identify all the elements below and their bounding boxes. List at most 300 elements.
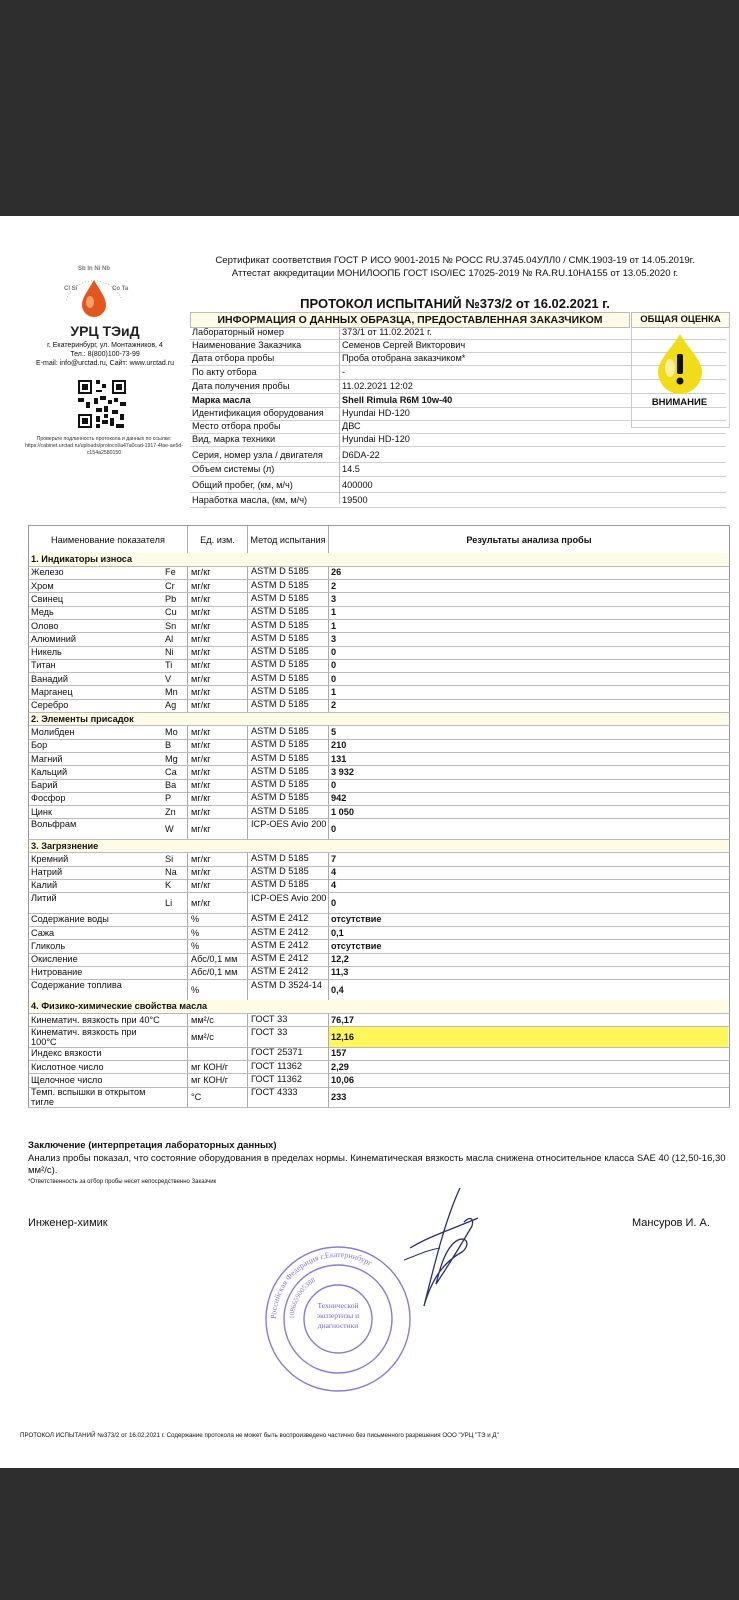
table-row xyxy=(28,819,730,840)
column-divider xyxy=(247,1047,248,1060)
conclusion-title: Заключение (интерпретация лабораторных данных) xyxy=(28,1140,277,1151)
result-value: 5 xyxy=(331,726,337,737)
column-divider xyxy=(247,646,248,659)
column-divider xyxy=(328,646,329,659)
result-value: 0,1 xyxy=(331,927,344,938)
unit: Абс/0,1 мм xyxy=(191,967,238,978)
section-title: 3. Загрязнение xyxy=(31,840,99,851)
column-divider xyxy=(247,739,248,752)
column-divider xyxy=(247,792,248,805)
table-row xyxy=(28,853,730,867)
column-header-method: Метод испытания xyxy=(250,534,326,545)
stamp-outer-text: Российская Федерация г.Екатеринбург xyxy=(268,1249,374,1320)
test-method: ASTM D 5185 xyxy=(251,579,309,590)
column-divider xyxy=(187,953,188,966)
certificate-line-1: Сертификат соответствия ГОСТ Р ИСО 9001-2015 № РОСС RU.3745.04УЛЛ0 / СМК.1903-19 от 14.05.2019г. xyxy=(215,255,695,266)
column-divider xyxy=(328,819,329,839)
unit: мг КОН/г xyxy=(191,1074,229,1085)
stamp-number: 1086659005388 xyxy=(287,1276,317,1320)
element-symbol: Mo xyxy=(165,726,178,737)
column-divider xyxy=(328,792,329,805)
column-divider xyxy=(328,1047,329,1060)
column-divider xyxy=(247,893,248,913)
column-divider xyxy=(247,659,248,672)
test-method: ASTM D 3524-14 xyxy=(251,979,322,990)
info-row-label: Дата отбора пробы xyxy=(192,353,275,363)
test-method: ICP-OES Avio 200 xyxy=(251,892,327,903)
column-divider xyxy=(187,593,188,606)
info-header: ИНФОРМАЦИЯ О ДАННЫХ ОБРАЗЦА, ПРЕДОСТАВЛЕННАЯ ЗАКАЗЧИКОМ xyxy=(190,312,630,328)
parameter-name: Свинец xyxy=(31,593,64,604)
table-row xyxy=(28,1014,730,1028)
element-symbol: Zn xyxy=(165,806,176,817)
result-value: 4 xyxy=(331,867,337,878)
column-divider xyxy=(328,879,329,892)
svg-text:Sb In Ni Nb: Sb In Ni Nb xyxy=(78,266,110,272)
parameter-name: Щелочное число xyxy=(31,1074,103,1085)
test-method: ASTM D 5185 xyxy=(251,752,309,763)
result-value: 1 050 xyxy=(331,806,354,817)
section-header xyxy=(28,553,730,567)
parameter-name: Содержание воды xyxy=(31,914,109,925)
column-divider xyxy=(187,766,188,779)
test-method: ASTM D 5185 xyxy=(251,632,309,643)
test-method: ASTM D 5185 xyxy=(251,672,309,683)
column-divider xyxy=(328,726,329,739)
table-row xyxy=(28,879,730,893)
info-row xyxy=(190,478,726,493)
column-divider xyxy=(187,686,188,699)
column-divider xyxy=(187,753,188,766)
result-value: 12,16 xyxy=(331,1031,354,1042)
element-symbol: Cr xyxy=(165,580,175,591)
table-row xyxy=(28,646,730,660)
responsibility-note: *Ответственность за отбор пробы несет непосредственно Заказчик xyxy=(28,1179,217,1185)
table-row xyxy=(28,766,730,780)
test-method: ГОСТ 33 xyxy=(251,1013,288,1024)
column-divider xyxy=(328,966,329,979)
unit: мг/кг xyxy=(191,824,211,834)
result-value: 1 xyxy=(331,620,337,631)
result-value: 0 xyxy=(331,897,337,908)
parameter-name: Цинк xyxy=(31,806,53,817)
test-method: ASTM D 5185 xyxy=(251,739,309,750)
parameter-name: Кинематич. вязкость при 100°С xyxy=(31,1026,137,1047)
warning-drop-icon xyxy=(652,332,708,394)
column-divider xyxy=(328,1087,329,1107)
section-header xyxy=(28,840,730,854)
unit: мм²/с xyxy=(191,1031,214,1042)
unit: мг/кг xyxy=(191,687,211,697)
column-divider xyxy=(328,853,329,866)
parameter-name: Калий xyxy=(31,880,58,891)
result-value: 4 xyxy=(331,880,337,891)
column-divider xyxy=(328,806,329,819)
column-divider xyxy=(328,1074,329,1087)
parameter-name: Кальций xyxy=(31,766,68,777)
column-divider xyxy=(247,766,248,779)
column-divider xyxy=(247,606,248,619)
info-row-label: Вид, марка техники xyxy=(192,434,276,444)
element-symbol: B xyxy=(165,740,172,751)
info-row xyxy=(190,493,726,508)
overall-rating-header: ОБЩАЯ ОЦЕНКА xyxy=(631,312,730,328)
info-row-label: Марка масла xyxy=(192,395,251,405)
column-divider xyxy=(187,980,188,1000)
result-value: 12,2 xyxy=(331,954,349,965)
column-divider xyxy=(247,633,248,646)
result-value: отсутствие xyxy=(331,914,382,925)
info-column-divider xyxy=(339,326,340,504)
result-value: 3 xyxy=(331,633,337,644)
parameter-name: Натрий xyxy=(31,867,63,878)
column-divider xyxy=(328,927,329,940)
column-divider xyxy=(187,853,188,866)
unit: мг/кг xyxy=(191,567,211,578)
unit: мг/кг xyxy=(191,867,211,878)
column-divider xyxy=(328,1014,329,1027)
column-divider xyxy=(247,620,248,633)
column-divider xyxy=(187,1027,188,1047)
result-value: 0 xyxy=(331,780,337,791)
column-divider xyxy=(328,633,329,646)
element-symbol: Na xyxy=(165,867,177,878)
engineer-title: Инженер-химик xyxy=(28,1217,108,1229)
parameter-name: Олово xyxy=(31,620,59,631)
svg-text:Co Ta: Co Ta xyxy=(112,286,129,292)
unit: % xyxy=(191,927,200,938)
column-divider xyxy=(187,792,188,805)
test-method: ASTM E 2412 xyxy=(251,913,309,924)
column-divider xyxy=(247,927,248,940)
column-divider xyxy=(187,1047,188,1060)
test-method: ASTM D 5185 xyxy=(251,879,309,890)
table-row xyxy=(28,893,730,914)
column-divider xyxy=(328,686,329,699)
parameter-name: Магний xyxy=(31,753,63,764)
table-row xyxy=(28,913,730,927)
certificates xyxy=(190,254,720,280)
info-row-value: - xyxy=(342,367,346,377)
unit: % xyxy=(191,914,200,925)
table-row xyxy=(28,966,730,980)
column-divider xyxy=(187,966,188,979)
table-row xyxy=(28,1027,730,1048)
column-divider xyxy=(328,779,329,792)
document-footer: ПРОТОКОЛ ИСПЫТАНИЙ №373/2 от 16.02.2021 г. Содержание протокола не может быть воспроизведено частично без письменного разрешения ООО "УРЦ "ТЭ и Д" xyxy=(20,1432,499,1439)
column-divider xyxy=(247,940,248,953)
column-divider xyxy=(247,753,248,766)
parameter-name: Содержание топлива xyxy=(31,979,122,990)
signer-name: Мансуров И. А. xyxy=(632,1217,710,1229)
info-row-value: D6DA-22 xyxy=(342,450,380,460)
info-row xyxy=(190,448,726,463)
result-value: 26 xyxy=(331,567,342,578)
column-divider xyxy=(328,753,329,766)
table-row xyxy=(28,593,730,607)
table-row xyxy=(28,792,730,806)
element-symbol: Sn xyxy=(165,620,177,631)
column-divider xyxy=(187,940,188,953)
parameter-name: Литий xyxy=(31,892,57,903)
result-value: 3 932 xyxy=(331,766,354,777)
result-value: 7 xyxy=(331,853,337,864)
element-symbol: W xyxy=(165,824,174,834)
result-value: 11,3 xyxy=(331,967,349,978)
info-row-label: Дата получения пробы xyxy=(192,381,290,391)
parameter-name: Сажа xyxy=(31,927,55,938)
result-value: 1 xyxy=(331,687,337,697)
unit: мг/кг xyxy=(191,593,211,604)
parameter-name: Бор xyxy=(31,740,48,751)
unit: % xyxy=(191,940,200,951)
parameter-name: Ванадий xyxy=(31,673,69,684)
result-value: 0 xyxy=(331,660,337,671)
column-divider xyxy=(328,980,329,1000)
result-value: отсутствие xyxy=(331,940,382,951)
test-method: ASTM D 5185 xyxy=(251,805,309,816)
column-divider xyxy=(328,940,329,953)
parameter-name: Вольфрам xyxy=(31,819,77,829)
test-method: ASTM E 2412 xyxy=(251,926,309,937)
info-row-value: Hyundai HD-120 xyxy=(342,434,410,444)
test-method: ICP-OES Avio 200 xyxy=(251,819,327,829)
table-row xyxy=(28,1061,730,1075)
unit: мг/кг xyxy=(191,647,211,658)
column-divider xyxy=(187,659,188,672)
element-symbol: Si xyxy=(165,853,174,864)
column-divider xyxy=(247,1061,248,1074)
column-divider xyxy=(187,566,188,579)
info-row-label: Место отбора пробы xyxy=(192,421,281,431)
overall-status: ВНИМАНИЕ xyxy=(651,397,708,408)
column-divider xyxy=(247,819,248,839)
column-divider xyxy=(187,646,188,659)
column-divider xyxy=(328,566,329,579)
column-divider xyxy=(328,606,329,619)
unit: мг/кг xyxy=(191,793,211,804)
table-row xyxy=(28,686,730,700)
column-divider xyxy=(187,1061,188,1074)
info-row xyxy=(190,462,726,477)
result-value: 1 xyxy=(331,607,337,618)
column-divider xyxy=(328,866,329,879)
parameter-name: Молибден xyxy=(31,726,75,737)
column-divider xyxy=(247,1074,248,1087)
table-row xyxy=(28,606,730,620)
unit: мг/кг xyxy=(191,766,211,777)
table-row xyxy=(28,927,730,941)
column-divider xyxy=(328,580,329,593)
svg-text:Cl Si: Cl Si xyxy=(64,286,78,292)
table-row xyxy=(28,633,730,647)
parameter-name: Марганец xyxy=(31,687,73,697)
element-symbol: Ca xyxy=(165,766,177,777)
column-divider xyxy=(328,1061,329,1074)
test-method: ASTM D 5185 xyxy=(251,686,309,696)
column-divider xyxy=(247,879,248,892)
table-row xyxy=(28,866,730,880)
table-row xyxy=(28,739,730,753)
result-value: 2,29 xyxy=(331,1061,349,1072)
element-symbol: Ba xyxy=(165,780,177,791)
table-row xyxy=(28,980,730,1001)
result-value: 942 xyxy=(331,793,347,804)
section-header xyxy=(28,713,730,727)
section-title: 2. Элементы присадок xyxy=(31,713,134,724)
column-divider xyxy=(328,739,329,752)
table-row xyxy=(28,1087,730,1108)
column-divider xyxy=(247,593,248,606)
result-value: 131 xyxy=(331,753,347,764)
result-value: 0,4 xyxy=(331,984,344,995)
unit: мг/кг xyxy=(191,897,211,908)
organization-stamp xyxy=(262,1243,414,1395)
table-row xyxy=(28,659,730,673)
parameter-name: Гликоль xyxy=(31,940,66,951)
column-divider xyxy=(247,806,248,819)
table-row xyxy=(28,779,730,793)
column-divider xyxy=(247,673,248,686)
protocol-title: ПРОТОКОЛ ИСПЫТАНИЙ №373/2 от 16.02.2021 г. xyxy=(300,296,610,311)
column-divider xyxy=(187,779,188,792)
test-method: ASTM D 5185 xyxy=(251,659,309,670)
info-row-value: 400000 xyxy=(342,480,373,490)
info-row-value: 11.02.2021 12:02 xyxy=(342,381,413,391)
table-row xyxy=(28,953,730,967)
test-method: ASTM D 5185 xyxy=(251,699,309,710)
parameter-name: Кислотное число xyxy=(31,1061,104,1072)
unit: мм²/с xyxy=(191,1014,214,1025)
parameter-name: Хром xyxy=(31,580,54,591)
element-symbol: Ni xyxy=(165,647,174,658)
column-divider xyxy=(328,893,329,913)
column-divider xyxy=(247,1027,248,1047)
parameter-name: Кремний xyxy=(31,853,69,864)
column-divider xyxy=(247,566,248,579)
element-symbol: Mg xyxy=(165,753,178,764)
column-divider xyxy=(247,1087,248,1107)
info-row-label: Серия, номер узла / двигателя xyxy=(192,450,323,460)
unit: мг/кг xyxy=(191,780,211,791)
element-symbol: Cu xyxy=(165,607,177,618)
column-divider xyxy=(187,620,188,633)
column-divider xyxy=(247,953,248,966)
test-method: ASTM D 5185 xyxy=(251,792,309,803)
test-method: ASTM D 5185 xyxy=(251,606,309,617)
info-row-value: Семенов Сергей Викторович xyxy=(342,340,466,350)
column-divider xyxy=(328,699,329,712)
column-divider xyxy=(328,913,329,926)
column-divider xyxy=(247,966,248,979)
column-divider xyxy=(328,953,329,966)
unit: мг/кг xyxy=(191,633,211,644)
test-method: ASTM D 5185 xyxy=(251,779,309,790)
column-header-unit: Ед. изм. xyxy=(200,534,235,545)
element-symbol: V xyxy=(165,673,172,684)
unit: °С xyxy=(191,1092,202,1103)
element-symbol: Fe xyxy=(165,567,176,578)
column-divider xyxy=(187,806,188,819)
column-divider xyxy=(187,879,188,892)
element-symbol: Li xyxy=(165,897,173,908)
column-divider xyxy=(247,980,248,1000)
info-row-label: Лабораторный номер xyxy=(192,327,284,337)
info-row xyxy=(190,433,726,447)
column-divider xyxy=(247,913,248,926)
unit: мг/кг xyxy=(191,880,211,891)
result-value: 233 xyxy=(331,1092,347,1103)
result-value: 0 xyxy=(331,824,337,834)
parameter-name: Алюминий xyxy=(31,633,77,644)
org-name: УРЦ ТЭиД xyxy=(70,323,140,339)
unit: % xyxy=(191,984,200,995)
column-divider xyxy=(187,673,188,686)
parameter-name: Никель xyxy=(31,647,62,658)
section-title: 4. Физико-химические свойства масла xyxy=(31,1001,208,1012)
unit: мг/кг xyxy=(191,620,211,631)
org-email[interactable]: E-mail: info@urctad.ru, Сайт: www.urctad.ru xyxy=(35,360,174,367)
column-divider xyxy=(328,593,329,606)
qr-code-icon[interactable] xyxy=(76,378,128,430)
parameter-name: Кинематич. вязкость при 40°С xyxy=(31,1014,160,1025)
results-table-header xyxy=(28,525,730,555)
section-title: 1. Индикаторы износа xyxy=(31,554,133,564)
test-method: ASTM D 5185 xyxy=(251,592,309,603)
column-divider xyxy=(187,819,188,839)
conclusion-text: Анализ пробы показал, что состояние оборудования в пределах нормы. Кинематическая вязкость масла снижена относительное класса SAE 40 (12,50-16,30 мм²/с). xyxy=(28,1153,726,1176)
unit: мг/кг xyxy=(191,726,211,737)
parameter-name: Титан xyxy=(31,660,56,671)
info-row-label: Наработка масла, (км, м/ч) xyxy=(192,495,308,505)
column-divider xyxy=(247,699,248,712)
element-symbol: Mn xyxy=(165,687,178,697)
column-divider xyxy=(187,606,188,619)
test-method: ГОСТ 11362 xyxy=(251,1060,302,1071)
column-divider xyxy=(247,866,248,879)
test-method: ASTM E 2412 xyxy=(251,966,309,977)
unit: мг/кг xyxy=(191,673,211,684)
unit: мг/кг xyxy=(191,753,211,764)
test-method: ASTM E 2412 xyxy=(251,939,309,950)
result-value: 76,17 xyxy=(331,1014,354,1025)
column-divider xyxy=(247,1014,248,1027)
column-divider xyxy=(187,927,188,940)
unit: мг/кг xyxy=(191,700,211,711)
table-row xyxy=(28,620,730,634)
info-row-value: Hyundai HD-120 xyxy=(342,408,410,418)
org-contacts xyxy=(10,341,200,368)
table-row xyxy=(28,726,730,740)
parameter-name: Медь xyxy=(31,607,54,618)
column-divider xyxy=(187,893,188,913)
test-method: ASTM D 5185 xyxy=(251,866,309,877)
unit: Абс/0,1 мм xyxy=(191,954,238,965)
result-highlight xyxy=(328,1027,728,1047)
column-divider xyxy=(187,633,188,646)
verify-link[interactable]: https://cabinet.urctad.ru/uploads/protocol/a47a0cad-1917-4fae-ae5d-c154a2580150 xyxy=(24,443,184,456)
test-method: ASTM D 5185 xyxy=(251,852,309,863)
element-symbol: K xyxy=(165,880,172,891)
test-method: ASTM D 5185 xyxy=(251,765,309,776)
parameter-name: Индекс вязкости xyxy=(31,1048,102,1059)
column-header-name: Наименование показателя xyxy=(51,534,165,545)
unit: мг КОН/г xyxy=(191,1061,229,1072)
result-value: 2 xyxy=(331,700,337,711)
table-row xyxy=(28,580,730,594)
element-symbol: Al xyxy=(165,633,174,644)
table-row xyxy=(28,699,730,713)
